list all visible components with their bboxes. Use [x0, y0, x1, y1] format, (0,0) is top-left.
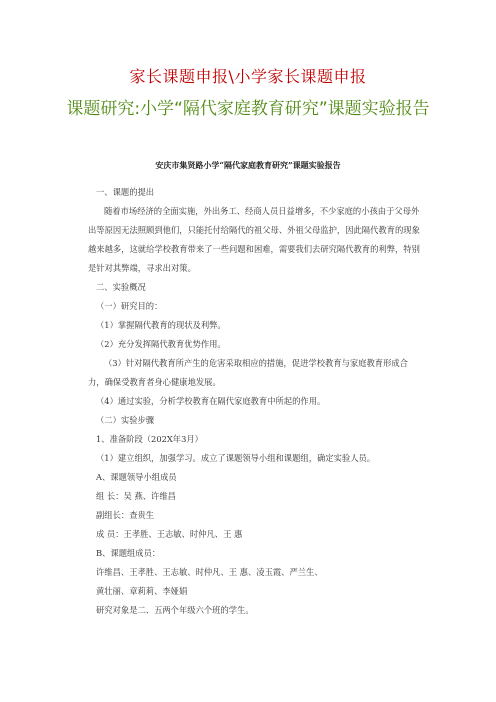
paragraph: （1）建立组织，加强学习。成立了课题领导小组和课题组，确定实验人员。	[96, 453, 376, 463]
paragraph: 研究对象是二、五两个年级六个班的学生。	[96, 605, 254, 615]
section-heading: 一、课题的提出	[96, 187, 155, 197]
paragraph: 随着市场经济的全面实施，外出务工、经商人员日益增多，不少家庭的小孩由于父母外出等原因无法照顾到他们，只能托付给隔代的祖父母、外祖父母监护，因此隔代教育的现象越来越多，这就给学校教育带来了一些问题和困难，需要我们去研究隔代教育的利弊，特别是针对其弊端，寻求出对策。	[88, 206, 420, 273]
group-heading: A、课题领导小组成员	[96, 472, 177, 482]
member-line: 许维昌、王孝胜、王志敏、时仲凡、王 惠、凌玉霞、严兰生、	[96, 567, 323, 577]
member-line: 黄壮丽、章莉莉、李娅娟	[96, 586, 188, 596]
section-heading: 二、实验概况	[96, 282, 146, 292]
report-title: 安庆市集贤路小学“隔代家庭教育研究”课题实验报告	[155, 160, 341, 170]
group-heading: B、课题组成员：	[96, 548, 161, 558]
subsection-heading: （一）研究目的：	[96, 301, 163, 311]
step-heading: 1、准备阶段（202X年3月）	[96, 434, 203, 444]
report-body	[88, 183, 424, 620]
member-line: 成 员：王孝胜、王志敏、时仲凡、王 惠	[96, 529, 243, 539]
page-subtitle: 课题研究:小学“隔代家庭教育研究”课题实验报告	[66, 99, 430, 119]
member-line: 组 长：吴 燕、许维昌	[96, 491, 176, 501]
list-item: （1）掌握隔代教育的现状及利弊。	[96, 320, 226, 330]
subsection-heading: （二）实验步骤	[96, 415, 155, 425]
list-item: （3）针对隔代教育所产生的危害采取相应的措施，促进学校教育与家庭教育形成合力，确保受教育者身心健康地发展。	[88, 358, 408, 387]
page-title: 家长课题申报\小学家长课题申报	[129, 67, 367, 86]
list-item: （4）通过实验，分析学校教育在隔代家庭教育中所起的作用。	[96, 396, 326, 406]
list-item: （2）充分发挥隔代教育优势作用。	[96, 339, 226, 349]
member-line: 副组长：查贵生	[96, 510, 155, 520]
